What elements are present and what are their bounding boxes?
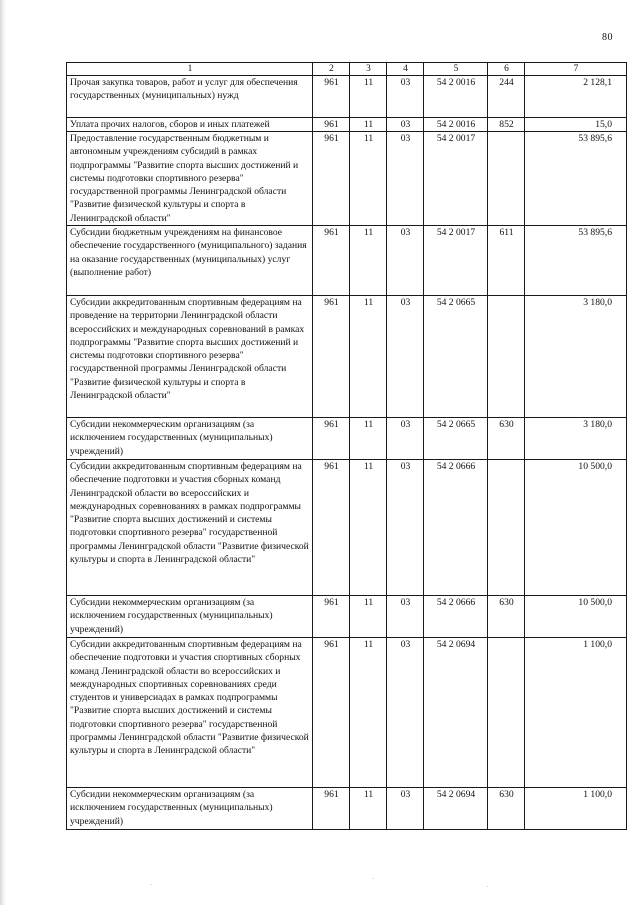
column-header-2: 2 bbox=[313, 63, 350, 76]
row-name: Субсидии аккредитованным спортивным федерациям на обеспечение подготовки и участия спортивных сборных команд Ленинградской области во всероссийских и международных спортивных соревнованиях среди студентов и универсиадах в рамках подпрограммы "Развитие спорта высших достижений и системы подготовки спортивного резерва" государственной программы Ленинградской области "Развитие физической культуры и спорта в Ленинградской области" bbox=[67, 638, 313, 788]
row-name: Субсидии некоммерческим организациям (за исключением государственных (муниципальных) учреждений) bbox=[67, 788, 313, 830]
table-row bbox=[67, 460, 627, 596]
row-section-code: 11 bbox=[350, 132, 387, 226]
row-ministry-code: 961 bbox=[313, 132, 350, 226]
row-target-code: 54 2 0665 bbox=[424, 418, 488, 460]
row-expense-type: 244 bbox=[488, 76, 525, 118]
row-expense-type: 630 bbox=[488, 788, 525, 830]
row-section-code: 11 bbox=[350, 296, 387, 418]
scan-speck: · bbox=[486, 883, 489, 891]
table-row bbox=[67, 418, 627, 460]
row-name: Субсидии аккредитованным спортивным федерациям на обеспечение подготовки и участия сборных команд Ленинградской области во всероссийских и международных соревнованиях в рамках подпрограммы "Развитие спорта высших достижений и системы подготовки спортивного резерва" государственной программы Ленинградской области "Развитие физической культуры и спорта в Ленинградской области" bbox=[67, 460, 313, 596]
column-header-4: 4 bbox=[387, 63, 424, 76]
row-section-code: 11 bbox=[350, 76, 387, 118]
row-expense-type bbox=[488, 460, 525, 596]
row-amount: 3 180,0 bbox=[525, 418, 627, 460]
row-amount: 53 895,6 bbox=[525, 226, 627, 296]
row-section-code: 11 bbox=[350, 460, 387, 596]
row-target-code: 54 2 0694 bbox=[424, 638, 488, 788]
row-subsection-code: 03 bbox=[387, 132, 424, 226]
row-section-code: 11 bbox=[350, 788, 387, 830]
row-target-code: 54 2 0694 bbox=[424, 788, 488, 830]
row-subsection-code: 03 bbox=[387, 596, 424, 638]
row-amount: 2 128,1 bbox=[525, 76, 627, 118]
row-ministry-code: 961 bbox=[313, 118, 350, 132]
row-target-code: 54 2 0665 bbox=[424, 296, 488, 418]
row-target-code: 54 2 0016 bbox=[424, 76, 488, 118]
row-target-code: 54 2 0017 bbox=[424, 226, 488, 296]
row-section-code: 11 bbox=[350, 118, 387, 132]
column-header-6: 6 bbox=[488, 63, 525, 76]
budget-table bbox=[66, 62, 627, 830]
scan-speck: · bbox=[372, 875, 375, 883]
row-amount: 10 500,0 bbox=[525, 596, 627, 638]
row-amount: 1 100,0 bbox=[525, 638, 627, 788]
row-section-code: 11 bbox=[350, 638, 387, 788]
header-row bbox=[67, 63, 627, 76]
row-subsection-code: 03 bbox=[387, 76, 424, 118]
row-expense-type bbox=[488, 638, 525, 788]
row-subsection-code: 03 bbox=[387, 460, 424, 596]
row-subsection-code: 03 bbox=[387, 296, 424, 418]
row-expense-type: 611 bbox=[488, 226, 525, 296]
page-number: 80 bbox=[602, 32, 613, 43]
row-ministry-code: 961 bbox=[313, 788, 350, 830]
row-section-code: 11 bbox=[350, 418, 387, 460]
row-target-code: 54 2 0017 bbox=[424, 132, 488, 226]
row-amount: 15,0 bbox=[525, 118, 627, 132]
row-name: Субсидии бюджетным учреждениям на финансовое обеспечение государственного (муниципального) задания на оказание государственных (муниципальных) услуг (выполнение работ) bbox=[67, 226, 313, 296]
row-name: Уплата прочих налогов, сборов и иных платежей bbox=[67, 118, 313, 132]
column-header-3: 3 bbox=[350, 63, 387, 76]
row-name: Субсидии некоммерческим организациям (за исключением государственных (муниципальных) учреждений) bbox=[67, 596, 313, 638]
row-ministry-code: 961 bbox=[313, 76, 350, 118]
column-header-7: 7 bbox=[525, 63, 627, 76]
row-subsection-code: 03 bbox=[387, 638, 424, 788]
row-subsection-code: 03 bbox=[387, 118, 424, 132]
row-section-code: 11 bbox=[350, 596, 387, 638]
row-expense-type bbox=[488, 296, 525, 418]
table-row bbox=[67, 118, 627, 132]
table-row bbox=[67, 296, 627, 418]
row-subsection-code: 03 bbox=[387, 418, 424, 460]
table-row bbox=[67, 132, 627, 226]
table-row bbox=[67, 226, 627, 296]
row-amount: 3 180,0 bbox=[525, 296, 627, 418]
row-expense-type bbox=[488, 132, 525, 226]
row-subsection-code: 03 bbox=[387, 788, 424, 830]
row-name: Субсидии некоммерческим организациям (за исключением государственных (муниципальных) учреждений) bbox=[67, 418, 313, 460]
row-amount: 1 100,0 bbox=[525, 788, 627, 830]
row-target-code: 54 2 0666 bbox=[424, 596, 488, 638]
column-header-1: 1 bbox=[67, 63, 313, 76]
table-row bbox=[67, 638, 627, 788]
row-ministry-code: 961 bbox=[313, 418, 350, 460]
row-expense-type: 630 bbox=[488, 418, 525, 460]
row-expense-type: 630 bbox=[488, 596, 525, 638]
row-expense-type: 852 bbox=[488, 118, 525, 132]
table-row bbox=[67, 788, 627, 830]
row-amount: 53 895,6 bbox=[525, 132, 627, 226]
row-ministry-code: 961 bbox=[313, 460, 350, 596]
row-name: Предоставление государственным бюджетным и автономным учреждениям субсидий в рамках подпрограммы "Развитие спорта высших достижений и системы подготовки спортивного резерва" государственной программы Ленинградской области "Развитие физической культуры и спорта в Ленинградской области" bbox=[67, 132, 313, 226]
row-ministry-code: 961 bbox=[313, 296, 350, 418]
row-target-code: 54 2 0016 bbox=[424, 118, 488, 132]
row-section-code: 11 bbox=[350, 226, 387, 296]
row-target-code: 54 2 0666 bbox=[424, 460, 488, 596]
scan-speck: · bbox=[150, 881, 153, 889]
row-subsection-code: 03 bbox=[387, 226, 424, 296]
row-name: Прочая закупка товаров, работ и услуг для обеспечения государственных (муниципальных) нужд bbox=[67, 76, 313, 118]
column-header-5: 5 bbox=[424, 63, 488, 76]
table-row bbox=[67, 596, 627, 638]
row-name: Субсидии аккредитованным спортивным федерациям на проведение на территории Ленинградской области всероссийских и международных соревнований в рамках подпрограммы "Развитие спорта высших достижений и системы подготовки спортивного резерва" государственной программы Ленинградской области "Развитие физической культуры и спорта в Ленинградской области" bbox=[67, 296, 313, 418]
row-ministry-code: 961 bbox=[313, 596, 350, 638]
table-row bbox=[67, 76, 627, 118]
scan-edge-shadow bbox=[0, 0, 6, 905]
row-ministry-code: 961 bbox=[313, 638, 350, 788]
row-amount: 10 500,0 bbox=[525, 460, 627, 596]
row-ministry-code: 961 bbox=[313, 226, 350, 296]
